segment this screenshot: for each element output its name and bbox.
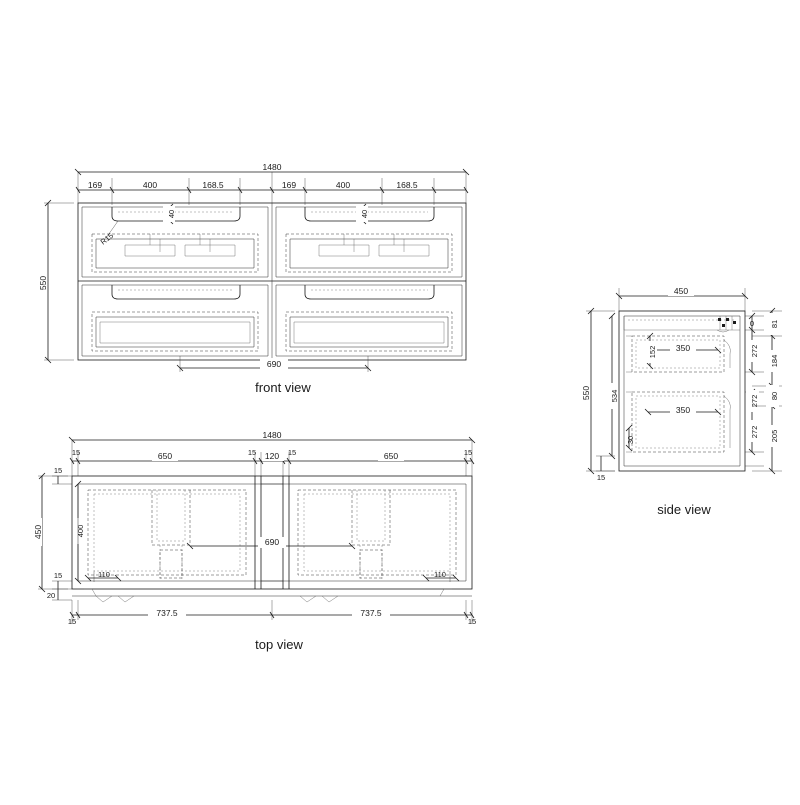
- side-inner-chain-2: 272: [750, 344, 759, 358]
- top-left-dim-3: 20: [46, 591, 56, 600]
- side-outer-chain-2: 184: [770, 354, 779, 368]
- front-view-group: [33, 160, 469, 395]
- side-dim-overall-depth: [616, 285, 748, 311]
- side-inner-outline: [624, 316, 740, 466]
- front-bottom-690-label: 690: [266, 359, 282, 369]
- top-inner-outline: [78, 484, 466, 581]
- side-overall-depth-label: 450: [673, 286, 689, 296]
- top-bottom-chain-4: 15: [467, 617, 477, 626]
- top-left-dim-1: 15: [53, 466, 63, 475]
- top-left-dim-stack: [28, 466, 85, 600]
- side-view-group: [576, 285, 782, 517]
- front-handle-depth-left: 40: [167, 209, 176, 219]
- top-dim-center-690: [187, 537, 355, 549]
- top-dim-bottom-chain: [68, 600, 476, 626]
- side-inner-chain-4: 272: [750, 425, 759, 439]
- side-shelf-dim-lower: 350: [675, 405, 691, 415]
- side-dim-base: [596, 456, 615, 482]
- top-chain-6: 650: [383, 451, 399, 461]
- top-chain-7: 15: [463, 448, 473, 457]
- front-drawer-lower-right: [276, 285, 462, 356]
- side-view-title: side view: [657, 502, 711, 517]
- side-outer-chain-3: 80: [770, 391, 779, 401]
- side-cabinet-outline: [619, 311, 745, 471]
- side-inner-height-label: 534: [610, 389, 619, 403]
- side-shelf-dim-upper: 350: [675, 343, 691, 353]
- front-chain-6: 168.5: [396, 180, 418, 190]
- top-chain-4: 120: [264, 451, 280, 461]
- side-inner-chain-1: 0: [749, 319, 755, 328]
- top-inner-depth-label: 400: [76, 524, 85, 538]
- front-handle-depth-right: 40: [360, 209, 369, 219]
- top-compartment-right: [298, 490, 459, 582]
- top-bottom-chain-1: 15: [67, 617, 77, 626]
- front-overall-width-label: 1480: [262, 162, 282, 172]
- front-dim-bottom-690: [177, 356, 371, 372]
- top-cutout-dim-right: 110: [434, 570, 446, 579]
- side-outer-chain-1: 81: [770, 319, 779, 329]
- front-radius-note: R15: [98, 231, 116, 247]
- top-bottom-chain-3: 737.5: [360, 608, 382, 618]
- top-cabinet-outline: [72, 476, 472, 589]
- front-view-title: front view: [255, 380, 311, 395]
- top-center-690-label: 690: [264, 537, 280, 547]
- top-cutout-dim-left: 110: [98, 570, 110, 579]
- side-small-dim-152: 152: [648, 345, 657, 359]
- top-bottom-chain-2: 737.5: [156, 608, 178, 618]
- front-chain-5: 400: [335, 180, 351, 190]
- front-chain-4: 169: [281, 180, 297, 190]
- top-dim-chain: [70, 448, 474, 464]
- top-chain-1: 15: [71, 448, 81, 457]
- front-drawer-upper-left: [82, 204, 268, 277]
- front-drawer-upper-right: [276, 204, 462, 277]
- side-drawer-lower: [626, 392, 730, 452]
- top-chain-5: 15: [287, 448, 297, 457]
- top-chain-3: 15: [247, 448, 257, 457]
- front-chain-3: 168.5: [202, 180, 224, 190]
- side-dim-inner-height: [605, 313, 619, 459]
- front-overall-height-label: 550: [38, 275, 48, 291]
- top-left-dim-2: 15: [53, 571, 63, 580]
- top-overall-width-label: 1480: [262, 430, 282, 440]
- front-chain-2: 400: [142, 180, 158, 190]
- top-compartment-left: [85, 490, 246, 582]
- front-dim-overall-height: [33, 200, 74, 363]
- top-center-divider: [255, 476, 289, 589]
- side-overall-height-label: 550: [581, 385, 591, 401]
- top-view-title: top view: [255, 637, 303, 652]
- side-drawer-upper: [626, 333, 730, 372]
- top-overall-depth-label: 450: [33, 524, 43, 540]
- side-outer-chain-4: 205: [770, 429, 779, 443]
- side-small-dim-30: 30: [626, 435, 635, 445]
- side-base-dim-label: 15: [596, 473, 606, 482]
- top-view-group: [28, 428, 476, 652]
- front-drawer-lower-left: [82, 285, 268, 356]
- side-inner-chain-3: 272: [750, 394, 759, 408]
- top-dim-overall-width: [69, 428, 475, 443]
- side-top-fixing-detail: [624, 316, 740, 332]
- front-chain-1: 169: [87, 180, 103, 190]
- top-chain-2: 650: [157, 451, 173, 461]
